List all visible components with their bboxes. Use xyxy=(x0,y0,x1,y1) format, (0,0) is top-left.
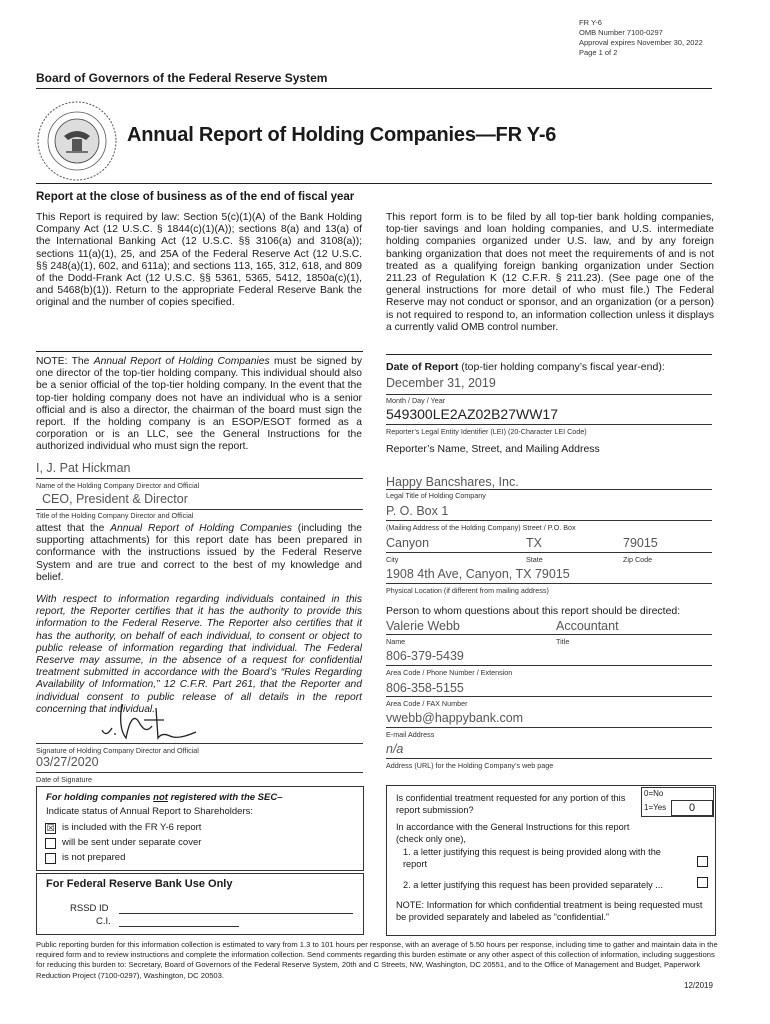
field-line xyxy=(386,634,712,635)
page-number: Page 1 of 2 xyxy=(579,48,618,57)
report-date-field[interactable]: December 31, 2019 xyxy=(386,376,496,390)
letter-option-1: 1. a letter justifying this request is being provided along with the report xyxy=(403,847,661,869)
divider xyxy=(36,351,363,352)
state-field[interactable]: TX xyxy=(526,536,542,550)
contact-heading: Person to whom questions about this report should be directed: xyxy=(386,605,681,617)
contact-name-field[interactable]: Valerie Webb xyxy=(386,619,460,633)
divider xyxy=(36,183,712,184)
heading-rest: (top-tier holding company’s fiscal year-end): xyxy=(458,361,665,373)
heading-not: not xyxy=(153,792,168,803)
report-date-heading xyxy=(386,361,665,373)
handwritten-signature xyxy=(92,698,202,746)
option-label: will be sent under separate cover xyxy=(62,837,202,848)
phone-field[interactable]: 806-379-5439 xyxy=(386,649,464,663)
city-label: City xyxy=(386,555,399,564)
signature-date-field[interactable]: 03/27/2020 xyxy=(36,755,99,769)
lei-field[interactable]: 549300LE2AZ02B27WW17 xyxy=(386,406,558,422)
field-line xyxy=(386,665,712,666)
form-revision: 12/2019 xyxy=(684,981,713,990)
signer-name-label: Name of the Holding Company Director and Official xyxy=(36,481,200,490)
signer-title-field[interactable]: CEO, President & Director xyxy=(42,492,188,506)
ci-input[interactable] xyxy=(119,926,239,927)
option-label: is included with the FR Y-6 report xyxy=(62,822,202,833)
divider xyxy=(36,88,712,89)
signature-note xyxy=(36,356,362,454)
divider xyxy=(386,354,712,355)
zip-field[interactable]: 79015 xyxy=(623,536,658,550)
shareholder-subheading: Indicate status of Annual Report to Shareholders: xyxy=(46,806,254,817)
date-label: Date of Signature xyxy=(36,775,92,784)
rssd-input[interactable] xyxy=(119,913,353,914)
heading-part: registered with the SEC– xyxy=(167,792,283,803)
contact-name-label: Name xyxy=(386,637,406,646)
street-field[interactable]: P. O. Box 1 xyxy=(386,504,449,518)
letter-option-2: 2. a letter justifying this request has been provided separately ... xyxy=(403,880,663,890)
url-field[interactable]: n/a xyxy=(386,742,404,756)
field-line xyxy=(386,424,712,425)
fax-label: Area Code / FAX Number xyxy=(386,699,468,708)
code-yes: 1=Yes xyxy=(644,803,667,812)
note-prefix: NOTE: The xyxy=(36,356,94,367)
city-field[interactable]: Canyon xyxy=(386,536,430,550)
contact-title-field[interactable]: Accountant xyxy=(556,619,619,633)
attest-part: (including the supporting attachments) for this report date has been prepared in conformance with the instructions issued by the Federal Reserve System and are true and correct to the best of my knowledge and belief. xyxy=(36,523,363,583)
fax-field[interactable]: 806-358-5155 xyxy=(386,681,464,695)
signer-name-field[interactable]: I, J. Pat Hickman xyxy=(36,461,131,475)
signature-label: Signature of Holding Company Director and Official xyxy=(36,746,199,755)
physical-location-field[interactable]: 1908 4th Ave, Canyon, TX 79015 xyxy=(386,567,570,581)
street-label: (Mailing Address of the Holding Company) Street / P.O. Box xyxy=(386,523,576,532)
burden-statement: Public reporting burden for this information collection is estimated to vary from 1.3 to 101 hours per response, with an average of 5.50 hours per response, including time to gather and maintain data in the required form and to review instructions and complete the information collection. Send comments regarding this burden estimate or any other aspect of this collection of information, including suggestions for reducing this burden to: Secretary, Board of Governors of the Federal Reserve System, 20th and C Streets, NW, Washington, DC 20551, and to the Office of Management and Budget, Paperwork Reduction Project (7100-0297), Washington, DC 20503. xyxy=(36,940,718,980)
omb-number: OMB Number 7100-0297 xyxy=(579,28,663,37)
attest-italic: Annual Report of Holding Companies xyxy=(110,523,292,534)
confidential-question: Is confidential treatment requested for any portion of this report submission? xyxy=(396,793,626,815)
confidential-note: NOTE: Information for which confidential treatment is being requested must be provided separately and labeled as “confidential.” xyxy=(396,900,703,922)
field-line xyxy=(386,583,712,584)
federal-reserve-seal-icon xyxy=(36,100,118,182)
signer-title-label: Title of the Holding Company Director and Official xyxy=(36,511,194,520)
field-line xyxy=(386,727,712,728)
address-heading: Reporter’s Name, Street, and Mailing Address xyxy=(386,443,600,455)
frb-use-heading: For Federal Reserve Bank Use Only xyxy=(46,878,233,890)
legal-title-label: Legal Title of Holding Company xyxy=(386,491,486,500)
report-date-label: Month / Day / Year xyxy=(386,396,446,405)
ci-label: C.I. xyxy=(96,916,111,927)
contact-title-label: Title xyxy=(556,637,570,646)
legal-title-field[interactable]: Happy Bancshares, Inc. xyxy=(386,475,519,489)
physical-location-label: Physical Location (if different from mailing address) xyxy=(386,586,549,595)
phone-label: Area Code / Phone Number / Extension xyxy=(386,668,513,677)
confidential-instructions: In accordance with the General Instructions for this report (check only one), xyxy=(396,822,630,844)
attest-part: attest that the xyxy=(36,523,111,534)
state-label: State xyxy=(526,555,543,564)
heading-bold: Date of Report xyxy=(386,361,459,373)
note-italic: Annual Report of Holding Companies xyxy=(93,356,270,367)
rssd-label: RSSD ID xyxy=(70,903,109,914)
issuer-name: Board of Governors of the Federal Reserve System xyxy=(36,71,328,85)
note-rest: must be signed by one director of the top-tier holding company. This individual should also be a senior official of the top-tier holding company. In the event that the top-tier holding company does not have an individual who is a senior official and is also a director, the chairman of the board must sign the report. If the holding company is an ESOP/ESOT formed as a corporation or is an LLC, see the General Instructions for the authorized individual who must sign the report. xyxy=(36,356,363,453)
approval-expiry: Approval expires November 30, 2022 xyxy=(579,38,703,47)
filing-requirement-text: This report form is to be filed by all top-tier bank holding companies, top-tier savings and loan holding companies, and U.S. intermediate holding companies organized under U.S. law, and by any foreign banking organization that does not meet the requirements of and is not treated as a qualifying foreign banking organization under Section 211.23 of Regulation K (12 C.F.R. § 211.23). (See page one of the general instructions for more detail of who must file.) The Federal Reserve may not conduct or sponsor, and an organization (or a person) is not required to respond to, an information collection unless it displays a currently valid OMB control number. xyxy=(386,212,714,333)
certification-text: With respect to information regarding individuals contained in this report, the Reporter certifies that it has the authority to provide this information to the Federal Reserve. The Reporter also certifies that it has the authority, on behalf of each individual, to consent or object to public release of information regarding that individual. The Federal Reserve may assume, in the absence of a request for confidential treatment submitted in accordance with the Board’s “Rules Regarding Availability of Information,” 12 C.F.R. Part 261, that the Reporter and individual consent to public release of all details in the report concerning that individual. xyxy=(36,594,362,715)
heading-part: For holding companies xyxy=(46,792,154,803)
checkbox-included[interactable]: ☒ xyxy=(46,823,55,833)
field-line xyxy=(386,696,712,697)
signature-line[interactable] xyxy=(36,743,363,744)
lei-label: Reporter’s Legal Entity Identifier (LEI) (20-Character LEI Code) xyxy=(386,427,587,436)
checkbox-separate-cover[interactable] xyxy=(45,838,56,849)
field-line xyxy=(386,552,712,553)
url-label: Address (URL) for the Holding Company’s web page xyxy=(386,761,554,770)
page-title: Annual Report of Holding Companies—FR Y-6 xyxy=(127,124,557,146)
attestation-text xyxy=(36,523,362,584)
legal-authority-text: This Report is required by law: Section 5(c)(1)(A) of the Bank Holding Company Act (12 U.S.C. § 1844(c)(1)(A)); sections 8(a) and 13(a) of the International Banking Act (12 U.S.C. §§ 3106(a) and 3108(a)); sections 11(a)(1), 25, and 25A of the Federal Reserve Act (12 U.S.C. §§ 248(a)(1), 602, and 611a); and sections 113, 165, 312, 618, and 809 of the Dodd-Frank Act (12 U.S.C. §§ 5361, 5365, 5412, 1850a(c)(1), and 5468(b)(1)). Return to the appropriate Federal Reserve Bank the original and the number of copies specified. xyxy=(36,212,362,309)
checkbox-letter-with-report[interactable] xyxy=(697,856,708,867)
field-line xyxy=(36,772,363,773)
shareholder-heading xyxy=(46,792,283,803)
form-header-meta xyxy=(579,18,703,58)
field-line xyxy=(386,520,712,521)
form-id: FR Y-6 xyxy=(579,18,602,27)
checkbox-letter-separately[interactable] xyxy=(697,877,708,888)
field-line xyxy=(36,478,363,479)
email-field[interactable]: vwebb@happybank.com xyxy=(386,711,524,725)
field-line xyxy=(386,489,712,490)
field-line xyxy=(36,509,363,510)
option-label: is not prepared xyxy=(62,852,126,863)
code-no: 0=No xyxy=(644,789,664,798)
section-heading: Report at the close of business as of the end of fiscal year xyxy=(36,191,355,203)
confidential-answer-input[interactable]: 0 xyxy=(671,800,713,816)
checkbox-not-prepared[interactable] xyxy=(45,853,56,864)
field-line xyxy=(386,394,712,395)
field-line xyxy=(386,758,712,759)
zip-label: Zip Code xyxy=(623,555,653,564)
email-label: E-mail Address xyxy=(386,730,435,739)
